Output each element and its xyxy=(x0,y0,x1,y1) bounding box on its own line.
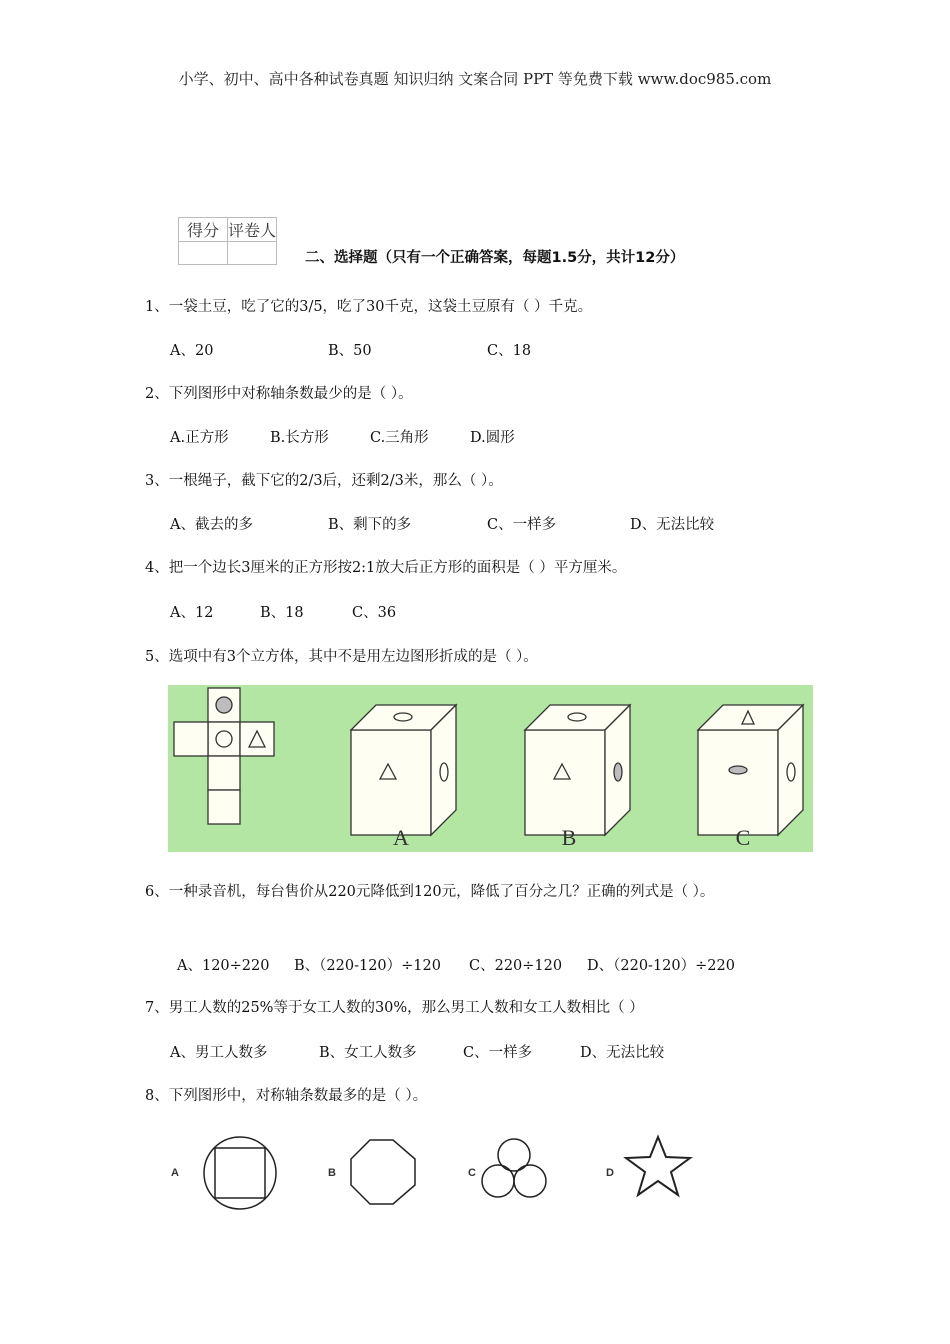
figure-octagon xyxy=(351,1140,415,1204)
q4-option-b: B、18 xyxy=(260,605,304,621)
cube-a xyxy=(351,705,456,835)
section-title: 二、选择题（只有一个正确答案，每题1.5分，共计12分） xyxy=(305,250,685,266)
cube-label-c: C xyxy=(735,825,751,850)
q6-option-d: D、（220-120）÷220 xyxy=(587,958,735,974)
figure-label-c: C xyxy=(468,1167,476,1179)
question-5: 5、选项中有3个立方体，其中不是用左边图形折成的是（ ）。 xyxy=(145,649,538,665)
cube-b xyxy=(525,705,630,835)
q2-option-a: A.正方形 xyxy=(170,430,229,446)
symmetry-figures-svg xyxy=(165,1130,705,1210)
score-table xyxy=(178,217,277,265)
question-1: 1、一袋土豆，吃了它的3/5，吃了30千克，这袋土豆原有（ ）千克。 xyxy=(145,299,593,315)
q7-option-b: B、女工人数多 xyxy=(319,1045,417,1061)
q4-option-a: A、12 xyxy=(170,605,214,621)
page-header: 小学、初中、高中各种试卷真题 知识归纳 文案合同 PPT 等免费下载 www.doc985.com xyxy=(178,70,772,88)
figure-three-circles xyxy=(482,1139,546,1197)
q7-option-c: C、一样多 xyxy=(463,1045,533,1061)
cube-figure xyxy=(168,685,813,852)
q3-option-d: D、无法比较 xyxy=(630,517,715,533)
q6-option-b: B、（220-120）÷120 xyxy=(294,958,441,974)
symmetry-figures xyxy=(165,1130,705,1214)
q1-option-b: B、50 xyxy=(328,343,372,359)
figure-star xyxy=(626,1137,690,1195)
question-2: 2、下列图形中对称轴条数最少的是（ ）。 xyxy=(145,386,413,402)
grader-cell xyxy=(228,242,277,265)
grader-label: 评卷人 xyxy=(228,218,277,242)
q1-option-c: C、18 xyxy=(487,343,532,359)
score-label: 得分 xyxy=(179,218,228,242)
question-8: 8、下列图形中，对称轴条数最多的是（ ）。 xyxy=(145,1088,428,1104)
score-cell xyxy=(179,242,228,265)
figure-circle-square xyxy=(204,1137,276,1209)
q6-option-c: C、220÷120 xyxy=(469,958,563,974)
cube-label-a: A xyxy=(393,825,409,850)
q3-option-c: C、一样多 xyxy=(487,517,557,533)
q1-option-a: A、20 xyxy=(170,343,214,359)
q7-option-a: A、男工人数多 xyxy=(170,1045,268,1061)
question-4: 4、把一个边长3厘米的正方形按2:1放大后正方形的面积是（ ）平方厘米。 xyxy=(145,560,627,576)
q6-option-a: A、120÷220 xyxy=(177,958,270,974)
q3-option-b: B、剩下的多 xyxy=(328,517,412,533)
cube-figure-panel xyxy=(168,685,813,852)
q2-option-d: D.圆形 xyxy=(470,430,515,446)
q3-option-a: A、截去的多 xyxy=(170,517,253,533)
figure-label-a: A xyxy=(171,1167,179,1179)
cube-c xyxy=(698,705,803,835)
question-6: 6、一种录音机，每台售价从220元降低到120元，降低了百分之几？正确的列式是（ ）。 xyxy=(145,884,715,900)
cube-label-b: B xyxy=(561,825,577,850)
q2-option-c: C.三角形 xyxy=(370,430,429,446)
figure-label-b: B xyxy=(328,1167,336,1179)
question-7: 7、男工人数的25%等于女工人数的30%，那么男工人数和女工人数相比（ ） xyxy=(145,1000,644,1016)
q7-option-d: D、无法比较 xyxy=(580,1045,665,1061)
q4-option-c: C、36 xyxy=(352,605,397,621)
question-3: 3、一根绳子，截下它的2/3后，还剩2/3米，那么（ ）。 xyxy=(145,473,503,489)
q2-option-b: B.长方形 xyxy=(270,430,329,446)
figure-label-d: D xyxy=(606,1167,614,1179)
cube-net xyxy=(174,688,274,824)
